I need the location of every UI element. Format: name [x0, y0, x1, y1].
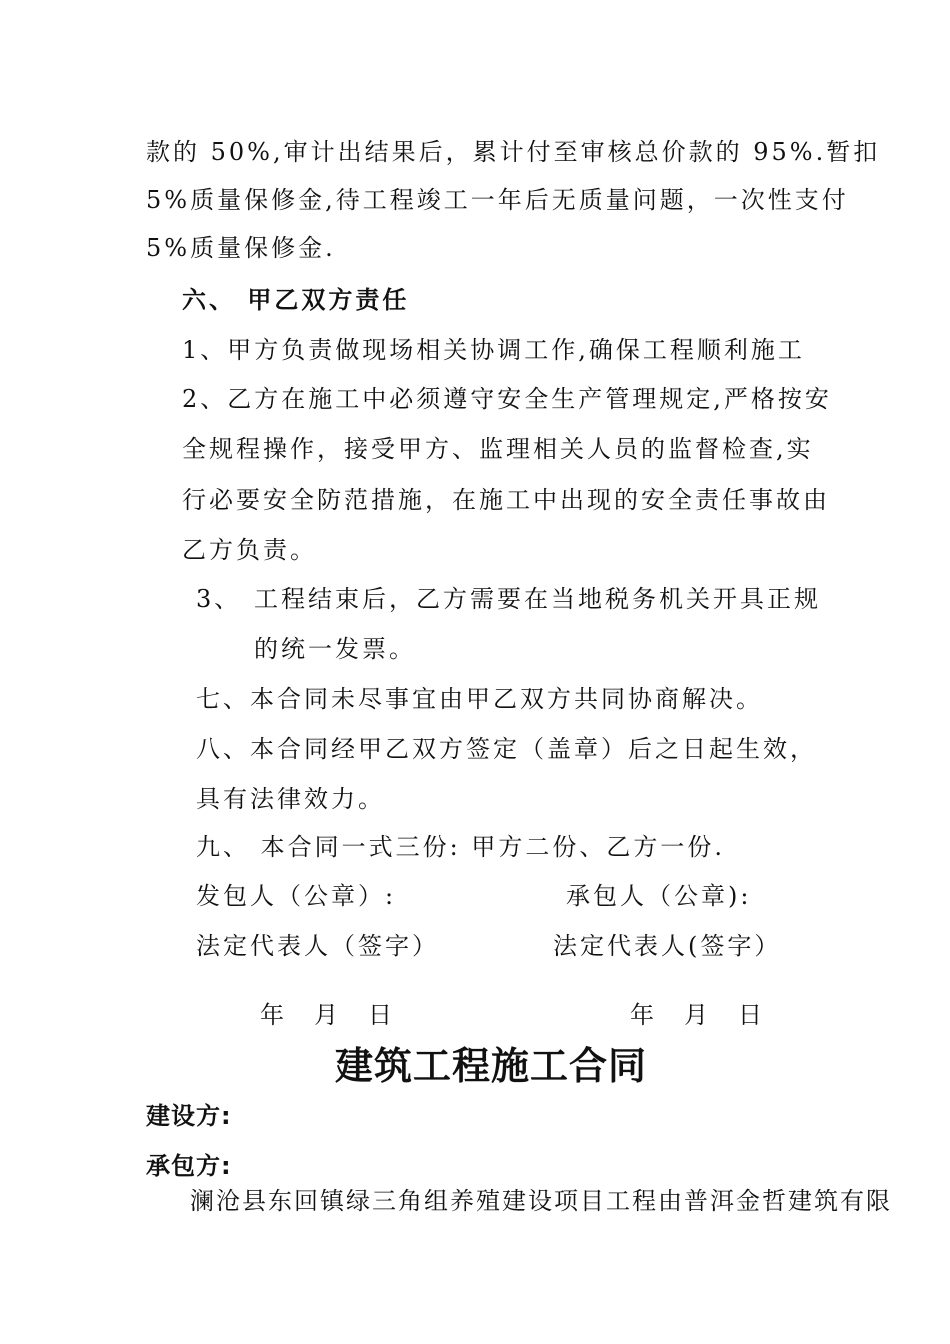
payment-line-1: 款的 50%,审计出结果后，累计付至审核总价款的 95%.暂扣: [146, 138, 881, 166]
section-8-line-2: 具有法律效力。: [196, 785, 385, 813]
section-6-item-3-number: 3、: [196, 585, 242, 613]
builder-label: 建设方:: [146, 1102, 232, 1130]
party-b-seal-label: 承包人（公章):: [566, 882, 752, 910]
section-8-line-1: 八、本合同经甲乙双方签定（盖章）后之日起生效，: [196, 735, 817, 763]
party-b-date: 年 月 日: [630, 1001, 765, 1029]
party-a-date: 年 月 日: [260, 1001, 395, 1029]
section-9: 九、 本合同一式三份: 甲方二份、乙方一份.: [196, 833, 725, 861]
payment-line-3: 5%质量保修金.: [146, 234, 336, 262]
section-6-item-3-line-1: 工程结束后，乙方需要在当地税务机关开具正规: [254, 585, 821, 613]
contractor-label: 承包方:: [146, 1152, 232, 1180]
section-6-title: 六、 甲乙双方责任: [182, 286, 410, 314]
section-6-item-2-line-4: 乙方负责。: [182, 536, 317, 564]
contract-title: 建筑工程施工合同: [335, 1044, 648, 1088]
payment-line-2: 5%质量保修金,待工程竣工一年后无质量问题，一次性支付: [146, 186, 849, 214]
section-6-item-2-line-3: 行必要安全防范措施，在施工中出现的安全责任事故由: [182, 486, 830, 514]
party-a-seal-label: 发包人（公章）:: [196, 882, 397, 910]
party-b-representative-label: 法定代表人(签字）: [553, 932, 782, 960]
section-6-item-3-line-2: 的统一发票。: [254, 635, 416, 663]
section-6-item-2-line-1: 2、乙方在施工中必须遵守安全生产管理规定,严格按安: [182, 385, 832, 413]
section-7: 七、本合同未尽事宜由甲乙双方共同协商解决。: [196, 685, 763, 713]
section-6-item-1: 1、甲方负责做现场相关协调工作,确保工程顺利施工: [182, 336, 805, 364]
party-a-representative-label: 法定代表人（签字）: [196, 932, 439, 960]
contract-intro: 澜沧县东回镇绿三角组养殖建设项目工程由普洱金哲建筑有限: [190, 1187, 892, 1215]
section-6-item-2-line-2: 全规程操作，接受甲方、监理相关人员的监督检查,实: [182, 435, 814, 463]
